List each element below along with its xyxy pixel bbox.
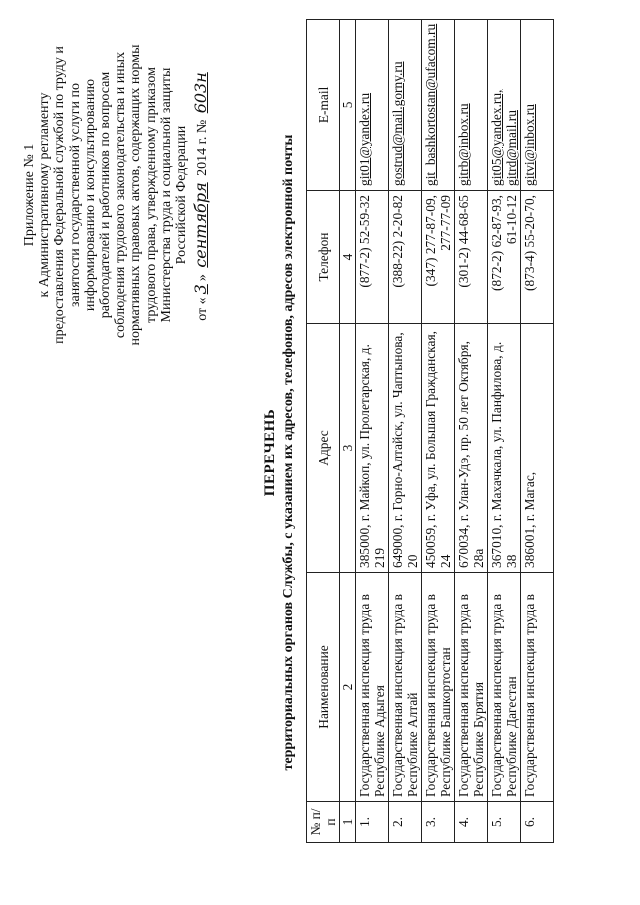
appendix-line: трудового права, утвержденному приказом — [143, 67, 159, 323]
phone-line: (877-2) 52-59-32 — [357, 195, 372, 288]
row-number: 1. — [356, 802, 389, 843]
row-phone — [488, 191, 521, 324]
handwritten-day: 3 — [191, 284, 211, 295]
phone-line: (388-22) 2-20-82 — [390, 195, 405, 288]
email-link[interactable]: git_bashkortostan@ufacom.ru — [423, 23, 438, 186]
appendix-line: Приложение № 1 — [22, 143, 37, 247]
appendix-line: Российской Федерации — [174, 125, 190, 265]
appendix-line: соблюдения трудового законодательства и иных — [113, 51, 129, 339]
handwritten-month: сентября — [191, 182, 211, 268]
order-date-line — [193, 30, 210, 360]
row-email[interactable] — [422, 19, 455, 190]
appendix-line: нормативных правовых актов, содержащих нормы — [128, 44, 144, 346]
row-phone — [356, 191, 389, 324]
document-title: ПЕРЕЧЕНЬ — [262, 408, 278, 497]
appendix-block — [22, 30, 210, 360]
table-header-row — [307, 19, 340, 842]
table-row — [422, 19, 455, 842]
header-email: E-mail — [307, 19, 340, 190]
table-row — [356, 19, 389, 842]
email-link[interactable]: gostrud@mail.gorny.ru — [390, 61, 405, 186]
phone-line: (301-2) 44-68-65 — [456, 195, 471, 288]
document-subtitle: территориальных органов Службы, с указанием их адресов, телефонов, адресов электронной почты — [281, 134, 296, 771]
row-phone — [422, 191, 455, 324]
phone-line: 61-10-12 — [504, 195, 519, 245]
header-phone: Телефон — [307, 191, 340, 324]
table-row — [389, 19, 422, 842]
title-block — [262, 0, 297, 905]
year-text: 2014 г. № — [195, 119, 211, 176]
column-number: 1 — [340, 802, 356, 843]
appendix-line: занятости государственной услуги по — [67, 83, 83, 307]
row-email[interactable] — [521, 19, 554, 190]
territorial-bodies-table — [306, 19, 554, 843]
row-name: Государственная инспекция труда в Республике Башкортостан — [422, 573, 455, 802]
row-address: 385000, г. Майкоп, ул. Пролетарская, д. 219 — [356, 324, 389, 573]
handwritten-order-number: 603н — [191, 72, 211, 114]
row-number: 6. — [521, 802, 554, 843]
column-number: 3 — [340, 324, 356, 573]
date-mid: » — [195, 274, 211, 282]
appendix-line: предоставления Федеральной службой по труду и — [52, 46, 68, 344]
table-row — [488, 19, 521, 842]
phone-line: (347) 277-87-09, — [423, 195, 438, 287]
row-name: Государственная инспекция труда в Республике Адыгея — [356, 573, 389, 802]
column-number: 2 — [340, 573, 356, 802]
appendix-line: работодателей и работников по вопросам — [98, 71, 114, 319]
row-number: 5. — [488, 802, 521, 843]
row-email[interactable] — [488, 19, 521, 190]
phone-line: (872-2) 62-87-93, — [489, 195, 504, 291]
email-link[interactable]: git05@yandex.ru, gitrd@mail.ru — [489, 89, 519, 186]
email-link[interactable]: git01@yandex.ru — [357, 92, 372, 186]
email-link[interactable]: gitrb@inbox.ru — [456, 103, 471, 186]
row-number: 2. — [389, 802, 422, 843]
row-name: Государственная инспекция труда в — [521, 573, 554, 802]
appendix-line: Министерства труда и социальной защиты — [158, 67, 174, 323]
row-number: 4. — [455, 802, 488, 843]
table-row — [455, 19, 488, 842]
row-phone — [521, 191, 554, 324]
row-address: 386001, г. Магас, — [521, 324, 554, 573]
header-name: Наименование — [307, 573, 340, 802]
phone-line: 277-77-09 — [438, 195, 453, 251]
column-number-row — [340, 19, 356, 842]
table-row — [521, 19, 554, 842]
header-number: № п/п — [307, 802, 340, 843]
row-email[interactable] — [389, 19, 422, 190]
header-address: Адрес — [307, 324, 340, 573]
appendix-line: информированию и консультированию — [82, 78, 98, 312]
column-number: 4 — [340, 191, 356, 324]
row-name: Государственная инспекция труда в Республике Бурятия — [455, 573, 488, 802]
row-address: 670034, г. Улан-Удэ, пр. 50 лет Октября, 28а — [455, 324, 488, 573]
email-link[interactable]: gitvi@inbox.ru — [522, 104, 537, 186]
row-email[interactable] — [356, 19, 389, 190]
row-number: 3. — [422, 802, 455, 843]
row-name: Государственная инспекция труда в Республике Алтай — [389, 573, 422, 802]
row-name: Государственная инспекция труда в Республике Дагестан — [488, 573, 521, 802]
row-phone — [389, 191, 422, 324]
row-address: 367010, г. Махачкала, ул. Панфилова, д. 38 — [488, 324, 521, 573]
appendix-line: к Административному регламенту — [37, 92, 53, 298]
row-phone — [455, 191, 488, 324]
phone-line: (873-4) 55-20-70, — [522, 195, 537, 291]
row-address: 649000, г. Горно-Алтайск, ул. Чаптынова, 20 — [389, 324, 422, 573]
row-address: 450059, г. Уфа, ул. Большая Гражданская, 24 — [422, 324, 455, 573]
column-number: 5 — [340, 19, 356, 190]
row-email[interactable] — [455, 19, 488, 190]
date-prefix: от « — [195, 297, 211, 321]
